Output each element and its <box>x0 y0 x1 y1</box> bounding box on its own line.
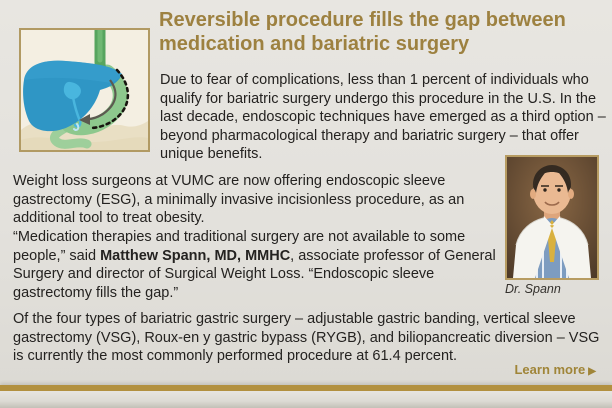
doctor-photo-figure <box>505 155 605 297</box>
stomach-liver-esg-illustration-icon <box>21 30 148 150</box>
article-title: Reversible procedure fills the gap between medication and bariatric surgery <box>159 9 566 55</box>
esg-illustration-box <box>19 28 150 152</box>
dr-spann-portrait-icon <box>507 157 597 278</box>
learn-more-arrow-icon: ▶ <box>588 366 596 377</box>
doctor-name-bold: Matthew Spann, MD, MMHC <box>100 247 291 264</box>
learn-more-label: Learn more <box>514 362 586 377</box>
intro-paragraph: Due to fear of complications, less than 1 percent of individuals who qualify for bariatric surgery undergo this procedure in the U.S. In the last decade, endoscopic techniques have emerged as a third option – beyond pharmacological therapy and bariatric surgery – that offer unique benefits. <box>160 72 606 162</box>
quote-text-before: “Medication therapies and traditional surgery are not available to some people,” said <box>13 229 466 264</box>
paragraph-surgery-types: Of the four types of bariatric gastric surgery – adjustable gastric banding, vertical sleeve gastrectomy (VSG), Roux-en y gastric bypass (RYGB), and biliopancreatic diversion – VSG is currently the most commonly performed procedure at 61.4 percent. <box>13 311 600 364</box>
paragraph-esg-offering: Weight loss surgeons at VUMC are now offering endoscopic sleeve gastrectomy (ESG), a minimally invasive incisionless procedure, as an additional tool to treat obesity. <box>13 173 465 226</box>
doctor-photo <box>505 155 599 280</box>
learn-more-link[interactable] <box>514 362 596 377</box>
quote-text-after: , associate professor of General Surgery and director of Surgical Weight Loss. “Endoscopic sleeve gastrectomy fills the gap.” <box>13 247 496 301</box>
bottom-strip <box>0 391 612 408</box>
paragraph-quote <box>13 228 505 302</box>
photo-caption: Dr. Spann <box>505 282 561 296</box>
